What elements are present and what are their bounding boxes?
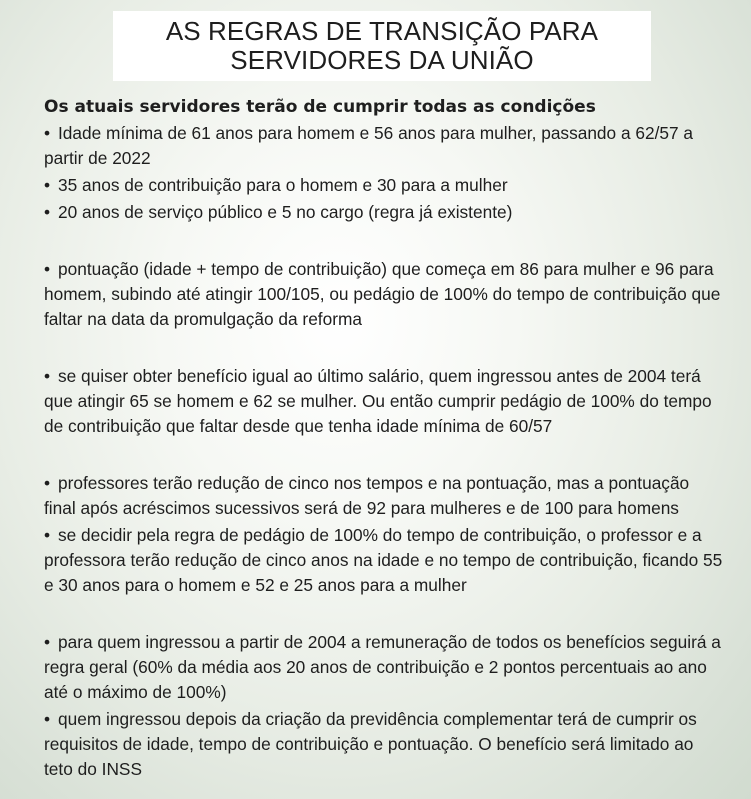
list-item-text: pontuação (idade + tempo de contribuição) que começa em 86 para mulher e 96 para homem, subindo até atingir 100/105, ou pedágio de 100% do tempo de contribuição que faltar na data da promulgação da reforma <box>44 259 721 329</box>
list-item-text: para quem ingressou a partir de 2004 a remuneração de todos os benefícios seguirá a regra geral (60% da média aos 20 anos de contribuição e 2 pontos percentuais ao ano até o máximo de 100%) <box>44 632 721 702</box>
title-line-2: SERVIDORES DA UNIÃO <box>230 45 534 75</box>
bullet-icon: • <box>44 366 51 386</box>
rules-content <box>44 95 724 784</box>
bullet-icon: • <box>44 632 51 652</box>
list-item <box>44 257 724 332</box>
list-item-text: 35 anos de contribuição para o homem e 30 para a mulher <box>58 175 508 195</box>
bullet-icon: • <box>44 202 51 222</box>
bullet-icon: • <box>44 259 51 279</box>
spacer <box>44 227 724 257</box>
list-item-text: Idade mínima de 61 anos para homem e 56 anos para mulher, passando a 62/57 a partir de 2022 <box>44 123 694 168</box>
list-item <box>44 121 724 171</box>
title-line-1: AS REGRAS DE TRANSIÇÃO PARA <box>165 16 599 46</box>
bullet-icon: • <box>44 525 51 545</box>
list-item <box>44 364 724 439</box>
list-item-text: quem ingressou depois da criação da previdência complementar terá de cumprir os requisitos de idade, tempo de contribuição e pontuação. O benefício será limitado ao teto do INSS <box>44 709 697 779</box>
subtitle: Os atuais servidores terão de cumprir todas as condições <box>44 97 596 117</box>
list-item <box>44 200 724 225</box>
spacer <box>44 441 724 471</box>
list-item <box>44 173 724 198</box>
list-item <box>44 707 724 782</box>
title-box <box>113 11 651 81</box>
list-item <box>44 630 724 705</box>
list-item-text: se decidir pela regra de pedágio de 100% do tempo de contribuição, o professor e a professora terão redução de cinco anos na idade e no tempo de contribuição, ficando 55 e 30 anos para o homem e 52 e 25 anos para a mulher <box>44 525 723 595</box>
list-item-text: 20 anos de serviço público e 5 no cargo (regra já existente) <box>58 202 513 222</box>
spacer <box>44 334 724 364</box>
bullet-icon: • <box>44 123 51 143</box>
bullet-icon: • <box>44 473 51 493</box>
list-item <box>44 523 724 598</box>
bullet-icon: • <box>44 709 51 729</box>
bullet-icon: • <box>44 175 51 195</box>
spacer <box>44 600 724 630</box>
list-item-text: se quiser obter benefício igual ao último salário, quem ingressou antes de 2004 terá que atingir 65 se homem e 62 se mulher. Ou então cumprir pedágio de 100% do tempo de contribuição que faltar desde que tenha idade mínima de 60/57 <box>44 366 712 436</box>
list-item <box>44 471 724 521</box>
list-item-text: professores terão redução de cinco nos tempos e na pontuação, mas a pontuação final após acréscimos sucessivos será de 92 para mulheres e de 100 para homens <box>44 473 690 518</box>
